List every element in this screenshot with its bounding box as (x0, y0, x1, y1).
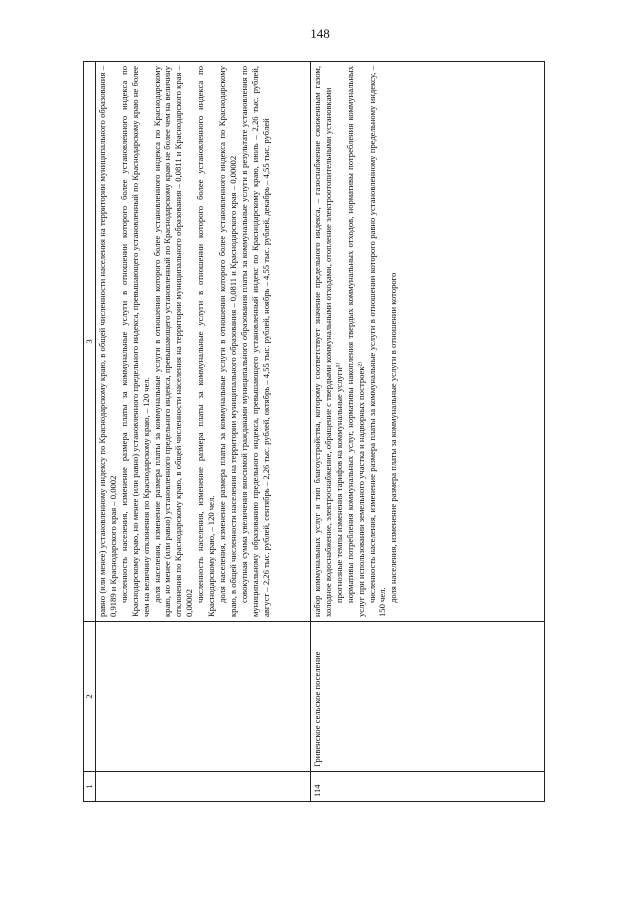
table-row (311, 62, 545, 802)
header-col-2: 2 (84, 622, 96, 772)
row-number: 114 (311, 772, 545, 802)
data-table (83, 61, 545, 802)
description-paragraph: совокупная сумма увеличения вносимой гражданами муниципального образования платы за коммунальные услуги в результате установления по муниципальному образованию предельного индекса, превышающего установленный индекс по Краснодарскому краю, июль – 2,26 тыс. рублей, август – 2,26 тыс. рублей, сентябрь – 2,26 тыс. рублей, октябрь – 4,55 тыс. рублей, ноябрь – 4,55 тыс. рублей, декабрь – 4,55 тыс. рублей (238, 66, 271, 617)
row-municipality: Гривенское сельское поселение (311, 622, 545, 772)
table-header-row (84, 62, 96, 802)
table-rotation-frame (83, 62, 545, 802)
description-paragraph: доля населения, изменение размера платы за коммунальные услуги в отношении которого более установленного индекса по Краснодарскому краю, но менее (или равно) установленного предельного индекса, превышающего установленный по Краснодарскому краю не более чем на величину отклонения по Краснодарскому краю, в общей численности населения на территории муниципального образования – 0,0811 и Краснодарского края – 0,00002 (151, 66, 195, 617)
description-paragraph: набор коммунальных услуг и тип благоустройства, которому соответствует значение предельного индекса, – газоснабжение сжиженным газом, холодное водоснабжение, электроснабжение, обращение с твердыми коммунальными отходами, отопление электроотопительными установками (312, 66, 333, 617)
description-paragraph: доля населения, изменение размера платы за коммунальные услуги в отношении которого (388, 272, 399, 603)
row-number (96, 772, 311, 802)
description-paragraph: доля населения, изменение размера платы за коммунальные услуги в отношении которого более установленного индекса по Краснодарскому краю, в общей численности населения на территории муниципального образования – 0,0811 и Краснодарского края – 0,00002 (216, 66, 238, 617)
description-paragraph: численность населения, изменение размера платы за коммунальные услуги в отношении которого более установленного индекса по Краснодарскому краю, – 120 чел. (195, 66, 217, 617)
rotated-table-container (83, 62, 545, 802)
row-description (96, 62, 311, 622)
row-municipality (96, 622, 311, 772)
description-paragraph: численность населения, изменение размера платы за коммунальные услуги в отношении которого более установленного индекса по Краснодарскому краю, но менее (или равно) установленного предельного индекса, превышающего установленный по Краснодарскому краю не более чем на величину отклонения по Краснодарскому краю, – 120 чел. (118, 66, 151, 617)
description-paragraph: равно (или менее) установленному индексу по Краснодарскому краю, в общей численности населения на территории муниципального образования – 0,9189 и Краснодарского края – 0,0002 (97, 66, 118, 617)
table-row (96, 62, 311, 802)
header-col-3: 3 (84, 62, 96, 622)
row-description (311, 62, 545, 622)
description-paragraph: численность населения, изменение размера платы за коммунальные услуги в отношении которого равно установленному предельному индексу, – 150 чел. (366, 66, 388, 617)
description-paragraph: нормативы потребления коммунальных услуг, нормативы накопления твердых коммунальных отходов, нормативы потребления коммунальных услуг при использовании земельного участка и надворных построек²⁾ (344, 66, 366, 617)
description-paragraph: прогнозные темпы изменения тарифов на коммунальные услуги¹⁾ (333, 362, 344, 603)
page-number: 148 (310, 26, 330, 41)
header-col-1: 1 (84, 772, 96, 802)
